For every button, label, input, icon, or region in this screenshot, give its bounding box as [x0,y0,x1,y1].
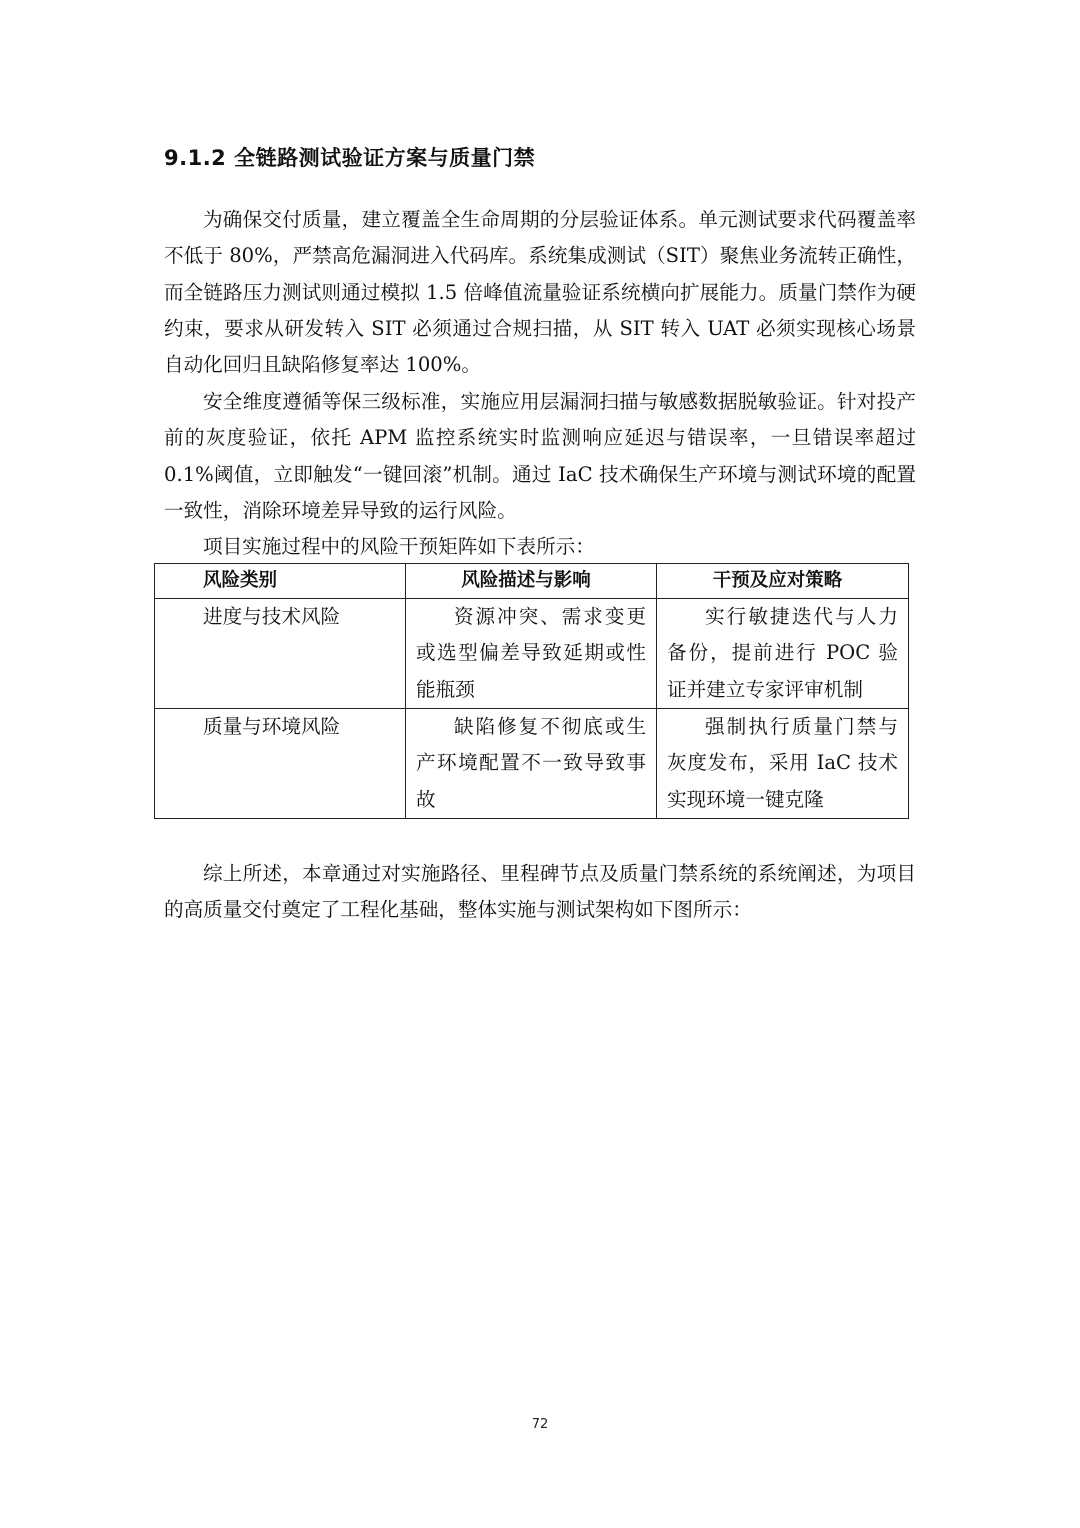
paragraph-chapter-summary: 综上所述，本章通过对实施路径、里程碑节点及质量门禁系统的系统阐述，为项目的高质量交付奠定了工程化基础，整体实施与测试架构如下图所示： [164,862,916,922]
header-risk-category: 风险类别 [155,564,406,599]
risk-description-cell [406,599,657,709]
intervention-strategy-cell [657,709,909,819]
header-risk-description: 风险描述与影响 [406,564,657,599]
intervention-strategy-cell [657,599,909,709]
risk-intervention-table [154,563,909,819]
table-header-row [155,564,909,599]
risk-category-cell: 质量与环境风险 [155,709,406,819]
table-row [155,599,909,709]
table-row [155,709,909,819]
paragraph-security-validation: 安全维度遵循等保三级标准，实施应用层漏洞扫描与敏感数据脱敏验证。针对投产前的灰度验证，依托 APM 监控系统实时监测响应延迟与错误率，一旦错误率超过 0.1%阈值，立即触发“一键回滚”机制。通过 IaC 技术确保生产环境与测试环境的配置一致性，消除环境差异导致的运行风险。 [164,390,916,522]
intervention-strategy-text: 强制执行质量门禁与灰度发布，采用 IaC 技术实现环境一键克隆 [667,715,898,811]
risk-description-text: 缺陷修复不彻底或生产环境配置不一致导致事故 [416,715,646,811]
section-heading: 9.1.2 全链路测试验证方案与质量门禁 [164,146,536,170]
paragraph-testing-strategy: 为确保交付质量，建立覆盖全生命周期的分层验证体系。单元测试要求代码覆盖率不低于 80%，严禁高危漏洞进入代码库。系统集成测试（SIT）聚焦业务流转正确性，而全链路压力测试则通过模拟 1.5 倍峰值流量验证系统横向扩展能力。质量门禁作为硬约束，要求从研发转入 SIT 必须通过合规扫描，从 SIT 转入 UAT 必须实现核心场景自动化回归且缺陷修复率达 100%。 [164,208,916,377]
risk-description-cell [406,709,657,819]
paragraph-table-intro: 项目实施过程中的风险干预矩阵如下表所示： [203,535,595,558]
header-intervention-strategy: 干预及应对策略 [657,564,909,599]
risk-description-text: 资源冲突、需求变更或选型偏差导致延期或性能瓶颈 [416,605,646,701]
intervention-strategy-text: 实行敏捷迭代与人力备份，提前进行 POC 验证并建立专家评审机制 [667,605,898,701]
page-number: 72 [531,1417,549,1432]
risk-category-cell: 进度与技术风险 [155,599,406,709]
